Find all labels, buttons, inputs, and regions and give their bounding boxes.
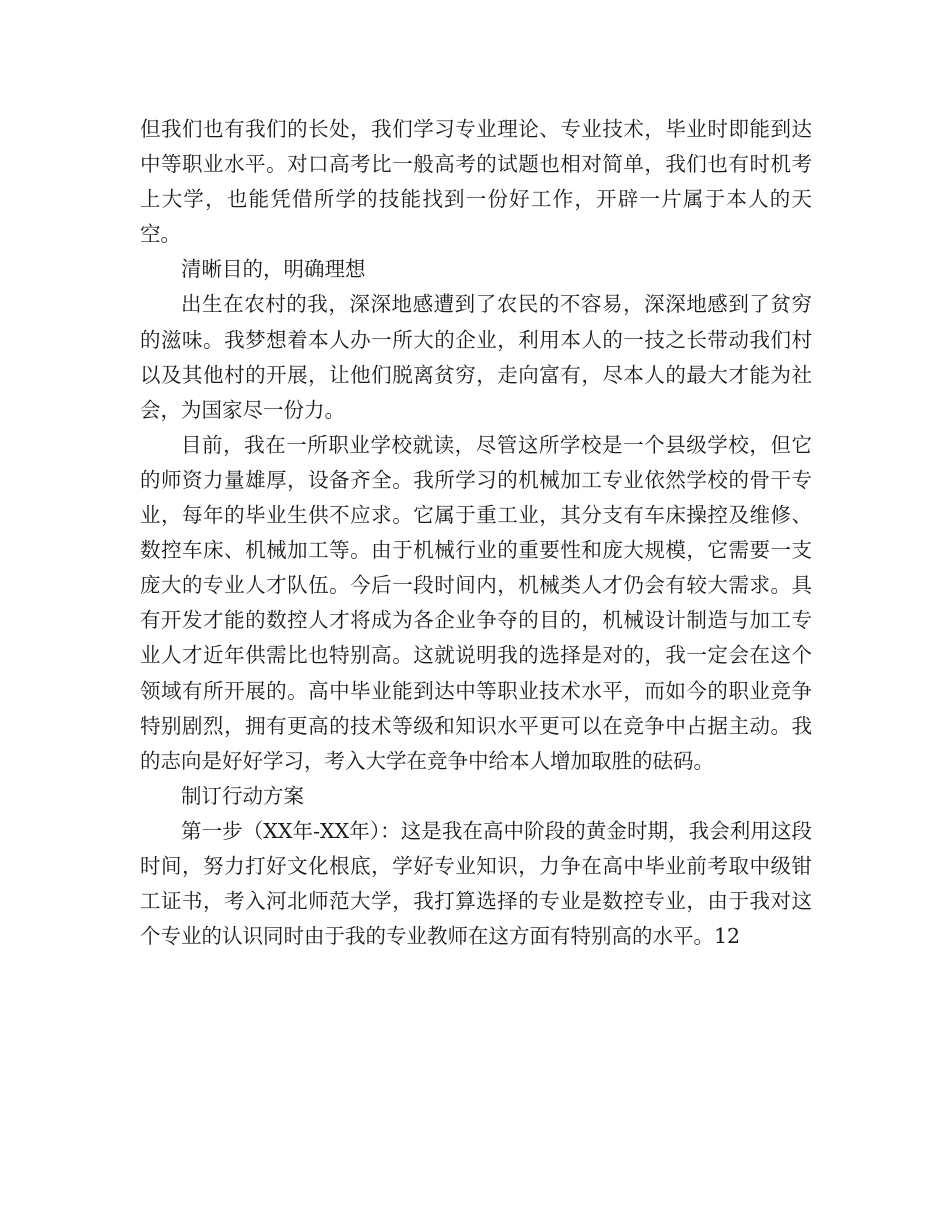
paragraph-dream: 出生在农村的我，深深地感遭到了农民的不容易，深深地感到了贫穷的滋味。我梦想着本人办一所大的企业，利用本人的一技之长带动我们村以及其他村的开展，让他们脱离贫穷，走向富有，尽本人的最大才能为社会，为国家尽一份力。 [140, 292, 812, 422]
heading-action-plan: 制订行动方案 [181, 783, 304, 808]
heading-clear-goals: 清晰目的，明确理想 [181, 257, 366, 282]
paragraph-current-school: 目前，我在一所职业学校就读，尽管这所学校是一个县级学校，但它的师资力量雄厚，设备齐全。我所学习的机械加工专业依然学校的骨干专业，每年的毕业生供不应求。它属于重工业，其分支有车床操控及维修、数控车床、机械加工等。由于机械行业的重要性和庞大规模，它需要一支庞大的专业人才队伍。今后一段时间内，机械类人才仍会有较大需求。具有开发才能的数控人才将成为各企业争夺的目的，机械设计制造与加工专业人才近年供需比也特别高。这就说明我的选择是对的，我一定会在这个领域有所开展的。高中毕业能到达中等职业技术水平，而如今的职业竞争特别剧烈，拥有更高的技术等级和知识水平更可以在竞争中占据主动。我的志向是好好学习，考入大学在竞争中给本人增加取胜的砝码。 [140, 432, 812, 773]
paragraph-step-one: 第一步（XX年-XX年）：这是我在高中阶段的黄金时期，我会利用这段时间，努力打好文化根底，学好专业知识，力争在高中毕业前考取中级钳工证书，考入河北师范大学，我打算选择的专业是数控专业，由于我对这个专业的认识同时由于我的专业教师在这方面有特别高的水平。12 [140, 818, 812, 949]
paragraph-strengths: 但我们也有我们的长处，我们学习专业理论、专业技术，毕业时即能到达中等职业水平。对口高考比一般高考的试题也相对简单，我们也有时机考上大学，也能凭借所学的技能找到一份好工作，开辟一片属于本人的天空。 [140, 117, 812, 247]
document-page [140, 112, 812, 954]
